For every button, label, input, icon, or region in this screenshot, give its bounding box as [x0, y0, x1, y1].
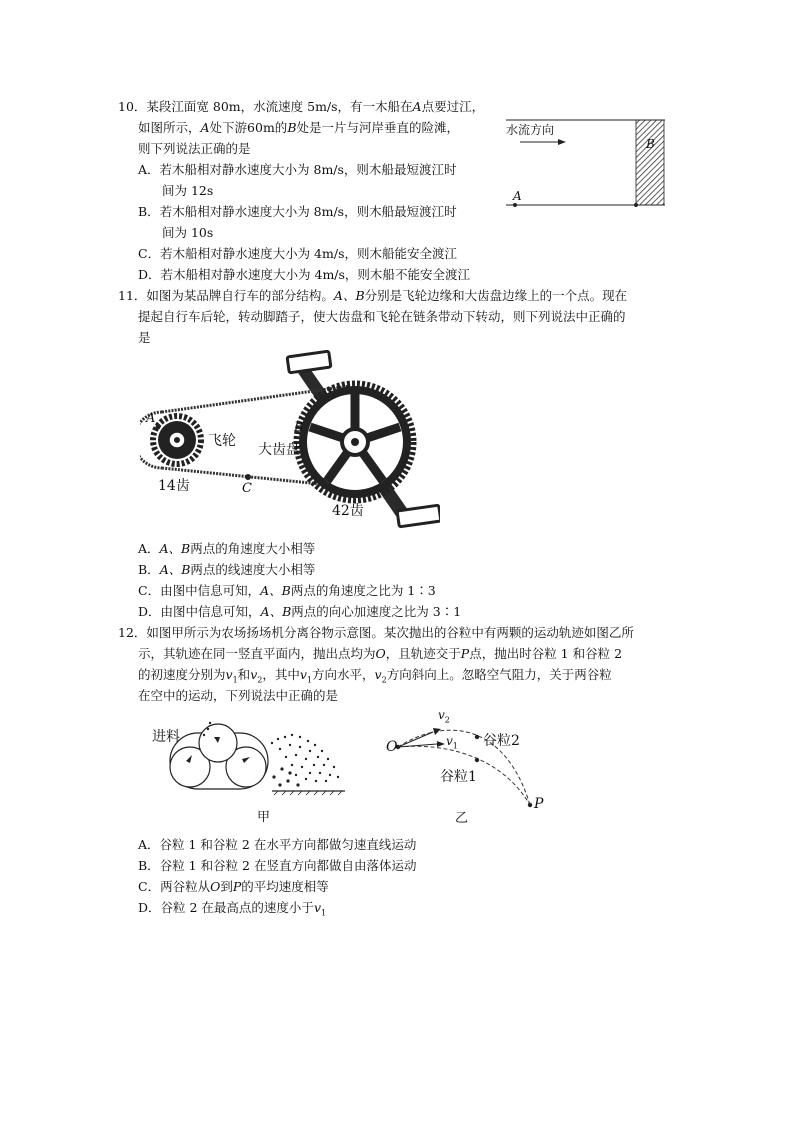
flow-arrowhead — [558, 139, 566, 145]
label-o: O — [386, 739, 398, 755]
label-v1: $v_1$ — [446, 734, 458, 751]
q12-line-2: 示，其轨迹在同一竖直平面内，抛出点均为O，且轨迹交于P点，抛出时谷粒 1 和谷粒 2 — [138, 646, 623, 661]
q11-option-b: B．A、B两点的线速度大小相等 — [138, 562, 316, 577]
q12-trajectory-figure — [385, 712, 555, 817]
label-p: P — [534, 796, 544, 812]
figure-label-a: A — [513, 189, 522, 203]
q10-option-a-cont: 间为 12s — [162, 183, 214, 198]
point-a-dot — [156, 425, 161, 430]
figure-label-b: B — [646, 137, 655, 151]
label-v2: $v_2$ — [438, 708, 450, 725]
pedal-top — [287, 351, 331, 373]
q12-line-3: 的初速度分别为$v_1$和$v_2$，其中$v_1$方向水平，$v_2$方向斜向上。忽略空气阻力，关于两谷粒 — [138, 667, 612, 685]
point-a-dot — [513, 203, 517, 207]
bike-label-14-teeth: 14齿 — [158, 478, 190, 494]
label-grain-2: 谷粒2 — [483, 733, 520, 749]
q10-line-2: 如图所示，A处下游60m的B处是一片与河岸垂直的险滩， — [138, 120, 460, 135]
point-p-dot — [528, 803, 532, 807]
q11-line-1: 11．如图为某品牌自行车的部分结构。A、B分别是飞轮边缘和大齿盘边缘上的一个点。现在 — [118, 288, 628, 303]
v1-arrowhead — [437, 741, 445, 747]
q12-line-1: 12．如图甲所示为农场扬场机分离谷物示意图。某次抛出的谷粒中有两颗的运动轨迹如图乙所 — [118, 625, 634, 640]
q12-machine-figure — [160, 715, 355, 800]
q11-option-a: A．A、B两点的角速度大小相等 — [138, 541, 316, 556]
bike-label-b: B — [294, 420, 304, 435]
v2-arrowhead — [433, 728, 441, 735]
point-c-dot — [245, 474, 251, 480]
bike-label-c: C — [242, 481, 252, 496]
grain-2-dot — [475, 735, 479, 739]
q11-option-c: C．由图中信息可知，A、B两点的角速度之比为 1∶3 — [138, 583, 436, 598]
shoal-hatch — [636, 120, 664, 205]
q11-option-d: D．由图中信息可知，A、B两点的向心加速度之比为 3∶1 — [138, 604, 462, 619]
bike-label-flywheel: 飞轮 — [208, 433, 236, 449]
q10-option-a: A．若木船相对静水速度大小为 8m/s，则木船最短渡江时 — [138, 162, 457, 177]
label-yi: 乙 — [455, 811, 469, 826]
q10-line-1: 10．某段江面宽 80m，水流速度 5m/s，有一木船在A点要过江， — [118, 99, 485, 114]
flow-direction-label: 水流方向 — [506, 123, 555, 137]
q12-option-c: C．两谷粒从O到P的平均速度相等 — [138, 879, 329, 894]
bike-label-42-teeth: 42齿 — [332, 503, 364, 519]
q11-line-2: 提起自行车后轮，转动脚踏子，使大齿盘和飞轮在链条带动下转动，则下列说法中正确的 — [138, 309, 626, 324]
q10-option-d: D．若木船相对静水速度大小为 4m/s，则木船不能安全渡江 — [138, 267, 470, 282]
q12-option-d: D．谷粒 2 在最高点的速度小于$v_1$ — [138, 900, 327, 918]
label-grain-1: 谷粒1 — [440, 769, 477, 785]
point-b-dot — [634, 203, 638, 207]
q10-option-c: C．若木船相对静水速度大小为 4m/s，则木船能安全渡江 — [138, 246, 457, 261]
q10-option-b: B．若木船相对静水速度大小为 8m/s，则木船最短渡江时 — [138, 204, 457, 219]
bike-label-a: A — [146, 411, 156, 426]
label-feed: 进料 — [152, 729, 180, 745]
q10-option-b-cont: 间为 10s — [162, 225, 214, 240]
point-b-dot — [301, 436, 306, 441]
q11-line-3: 是 — [138, 330, 151, 345]
q10-line-3: 则下列说法正确的是 — [138, 141, 251, 156]
grain-1-dot — [475, 758, 479, 762]
label-jia: 甲 — [257, 810, 271, 825]
q12-line-4: 在空中的运动，下列说法中正确的是 — [138, 688, 339, 703]
q12-option-a: A．谷粒 1 和谷粒 2 在水平方向都做匀速直线运动 — [138, 837, 417, 852]
q12-option-b: B．谷粒 1 和谷粒 2 在竖直方向都做自由落体运动 — [138, 858, 417, 873]
bike-label-chainring: 大齿盘 — [258, 442, 300, 458]
